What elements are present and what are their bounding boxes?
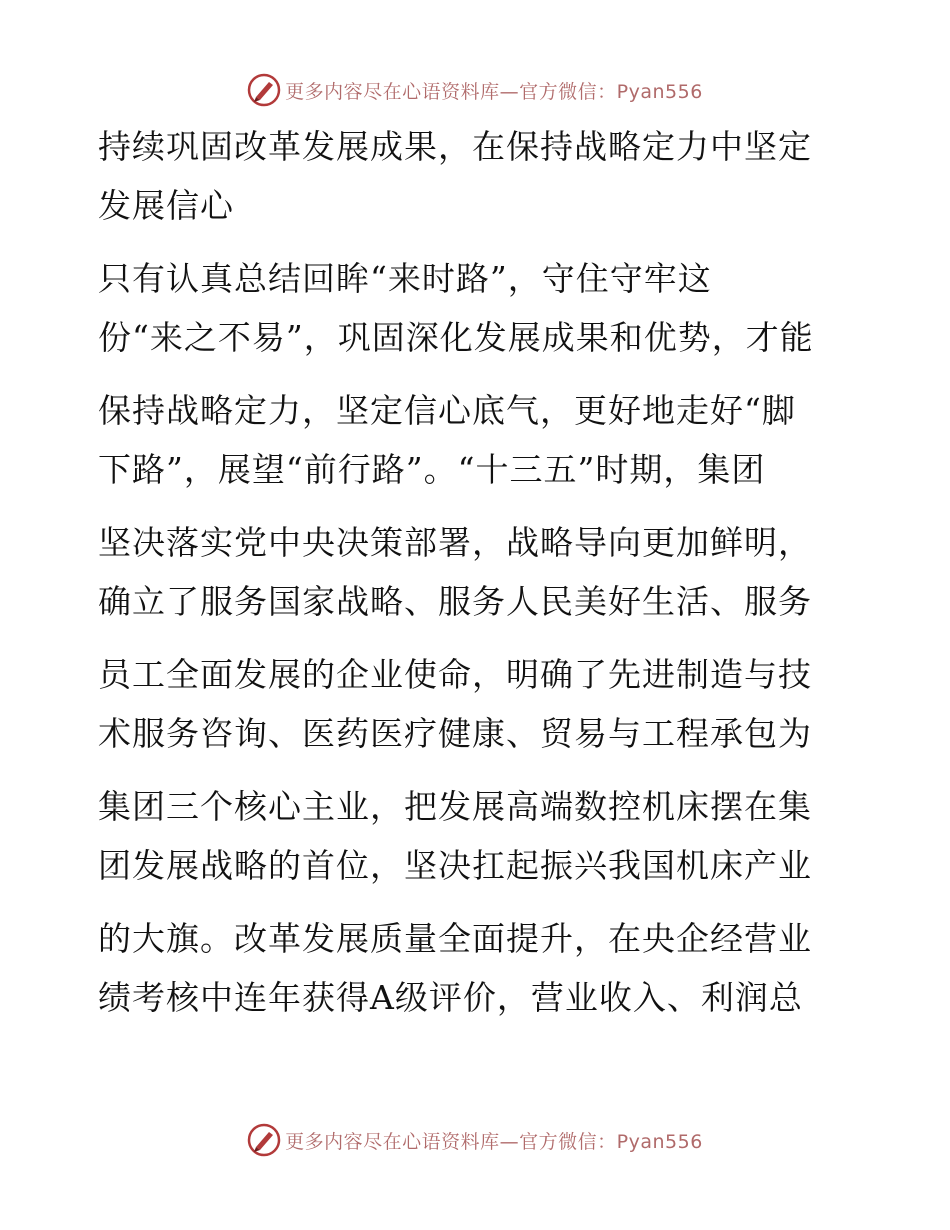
text-line: 绩考核中连年获得A级评价，营业收入、利润总 xyxy=(98,978,803,1017)
text-line: 术服务咨询、医药医疗健康、贸易与工程承包为 xyxy=(98,714,812,753)
text-line: 发展信心 xyxy=(98,186,234,225)
footer-banner-text: 更多内容尽在心语资料库—官方微信：Pyan556 xyxy=(285,1130,703,1153)
text-line: 坚决落实党中央决策部署，战略导向更加鲜明， xyxy=(98,523,812,562)
text-line: 只有认真总结回眸“来时路”，守住守牢这 xyxy=(98,259,712,298)
pen-logo-icon xyxy=(247,1123,281,1157)
footer-banner xyxy=(0,1122,950,1158)
text-line: 团发展战略的首位，坚决扛起振兴我国机床产业 xyxy=(98,846,812,885)
header-banner-text: 更多内容尽在心语资料库—官方微信：Pyan556 xyxy=(285,80,703,103)
text-line: 持续巩固改革发展成果，在保持战略定力中坚定 xyxy=(98,127,812,166)
text-line: 员工全面发展的企业使命，明确了先进制造与技 xyxy=(98,655,812,694)
text-line: 集团三个核心主业，把发展高端数控机床摆在集 xyxy=(98,787,812,826)
text-line: 下路”，展望“前行路”。“十三五”时期，集团 xyxy=(98,450,766,489)
text-line: 保持战略定力，坚定信心底气，更好地走好“脚 xyxy=(98,391,796,430)
text-line: 的大旗。改革发展质量全面提升，在央企经营业 xyxy=(98,919,812,958)
text-line: 确立了服务国家战略、服务人民美好生活、服务 xyxy=(98,582,812,621)
text-line: 份“来之不易”，巩固深化发展成果和优势，才能 xyxy=(98,318,814,357)
